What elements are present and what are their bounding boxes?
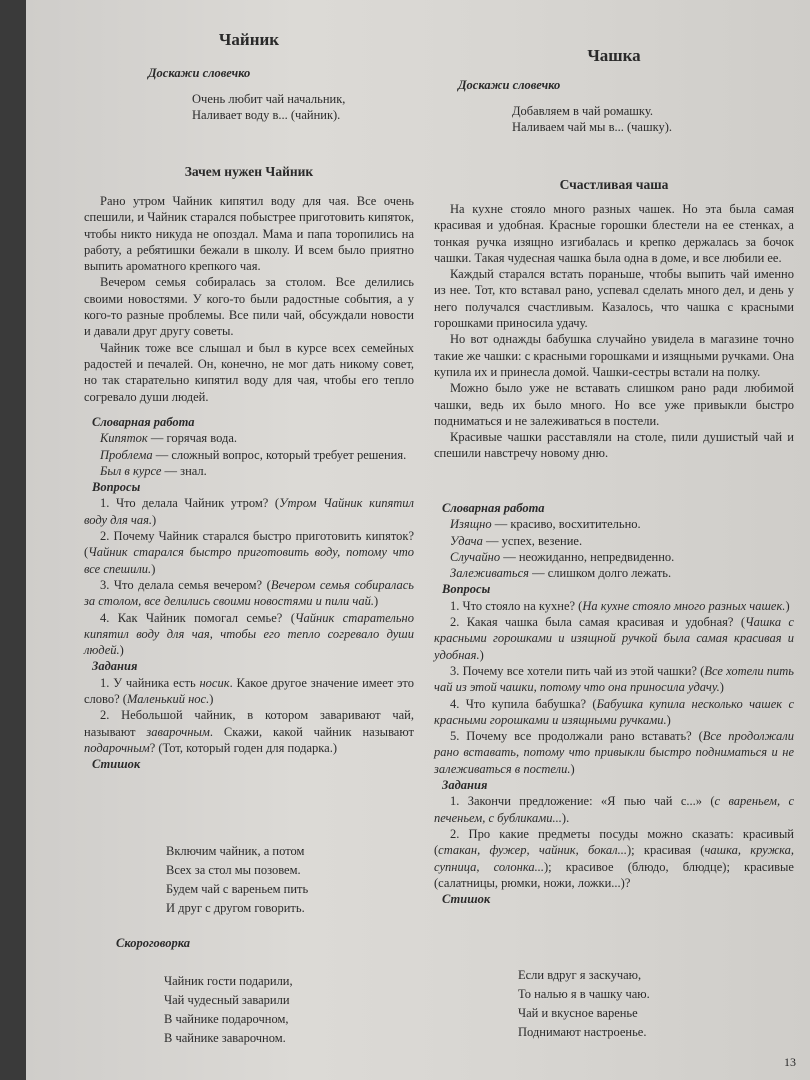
tongue-twister-heading: Скороговорка: [116, 936, 191, 950]
right-riddle-heading: Доскажи словечко: [458, 78, 561, 92]
left-exercises: Словарная работа Кипяток — горячая вода. Проблема — сложный вопрос, который требует решения. Был в курсе — знал. Вопросы 1. Что делала Чайник утром? (Утром Чайник кипятил воду для чая.) 2. Почему Чайник старался быстро приготовить кипяток? (Чайник старался быстро приготовить воду, потому что все спешили.) 3. Что делала семья вечером? (Вечером семья собиралась за столом, все делились своими новостями и пили чай.) 4. Как Чайник помогал семье? (Чайник старательно кипятил воду для чая, чтобы его тепло согревало души людей.) Задания 1. У чайника есть носик. Какое другое значение имеет это слово? (Маленький нос.) 2. Небольшой чайник, в котором заваривают чай, называют заварочным. Скажи, какой чайник называют подарочным? (Тот, который годен для подарка.) Стишок: [84, 415, 415, 772]
left-riddle-heading: Доскажи словечко: [148, 66, 251, 80]
right-exercises: Словарная работа Изящно — красиво, восхитительно. Удача — успех, везение. Случайно — неожиданно, непредвиденно. Залеживаться — слишком долго лежать. Вопросы 1. Что стояло на кухне? (На кухне стояло много разных чашек.) 2. Какая чашка была самая красивая и удобная? (Чашка с красными горошками и изящной ручкой была самая красивая и удобная.) 3. Почему все хотели пить чай из этой чашки? (Все хотели пить чай из этой чашки, потому что она приносила удачу.) 4. Что купила бабушка? (Бабушка купила несколько чашек с красными горошками и изящными ручками.) 5. Почему все продолжали рано вставать? (Все продолжали рано вставать, потому что привыкли быстро подниматься и не залеживаться в постели.) Задания 1. Закончи предложение: «Я пью чай с...» (с вареньем, с печеньем, с бубликами...). 2. Про какие предметы посуды можно сказать: красивый (стакан, фужер, чайник, бокал...); красивая (чашка, кружка, супница, солонка...); красивое (блюдо, блюдце); красивые (салатницы, рюмки, ножи, ложки...)? Стишок: [434, 501, 795, 907]
right-story: На кухне стояло много разных чашек. Но эта была самая красивая и удобная. Красные горошки блестели на ее стенках, а тонкая ручка изящно изгибалась и крепко держалась за бочок чашки. Такая чудесная чашка была одна в доме, и все любили ее. Каждый старался встать пораньше, чтобы выпить чай именно из нее. Тот, кто вставал рано, успевал сделать много дел, и день у него получался счастливым. Казалось, что чашка с красными горошками приносила удачу. Но вот однажды бабушка случайно увидела в магазине точно такие же чашки: с красными горошками и изящными ручками. Она купила их и принесла домой. Чашки-сестры встали на полку. Можно было уже не вставать слишком рано ради любимой чашки, ведь их было много. Но все уже привыкли быстро подниматься и не залеживаться в постели. Красивые чашки расставляли на столе, пили душистый чай и спешили навстречу новому дню.: [434, 202, 794, 461]
right-story-title: Счастливая чаша: [559, 177, 669, 192]
left-title: Чайник: [218, 30, 280, 49]
page-number: 13: [784, 1055, 796, 1069]
right-title: Чашка: [587, 46, 641, 65]
book-page: [26, 0, 810, 1080]
right-poem: Если вдруг я заскучаю, То налью я в чашку чаю. Чай и вкусное варенье Поднимают настроенье.: [518, 968, 650, 1039]
left-story: Рано утром Чайник кипятил воду для чая. Все очень спешили, и Чайник старался побыстрее приготовить кипяток, чтобы никто никуда не опоздал. Мама и папа торопились на работу, а ребятишки бежали в школу. И всем было приятно выпить ароматного крепкого чая. Вечером семья собиралась за столом. Все делились своими новостями. У кого-то были радостные события, а у кого-то разные проблемы. Все пили чай, обсуждали новости и давали друг другу советы. Чайник тоже все слышал и был в курсе всех семейных радостей и печалей. Он, конечно, не мог дать никому совет, но так старательно кипятил воду для чая, чтобы его тепло согревало души людей.: [84, 194, 414, 404]
left-story-title: Зачем нужен Чайник: [184, 164, 314, 179]
left-riddle: Очень любит чай начальник, Наливает воду в... (чайник).: [192, 92, 346, 122]
right-riddle: Добавляем в чай ромашку. Наливаем чай мы в... (чашку).: [512, 104, 673, 134]
left-poem: Включим чайник, а потом Всех за стол мы позовем. Будем чай с вареньем пить И друг с другом говорить.: [166, 844, 309, 915]
tongue-twister: Чайник гости подарили, Чай чудесный заварили В чайнике подарочном, В чайнике заварочном.: [164, 974, 293, 1045]
